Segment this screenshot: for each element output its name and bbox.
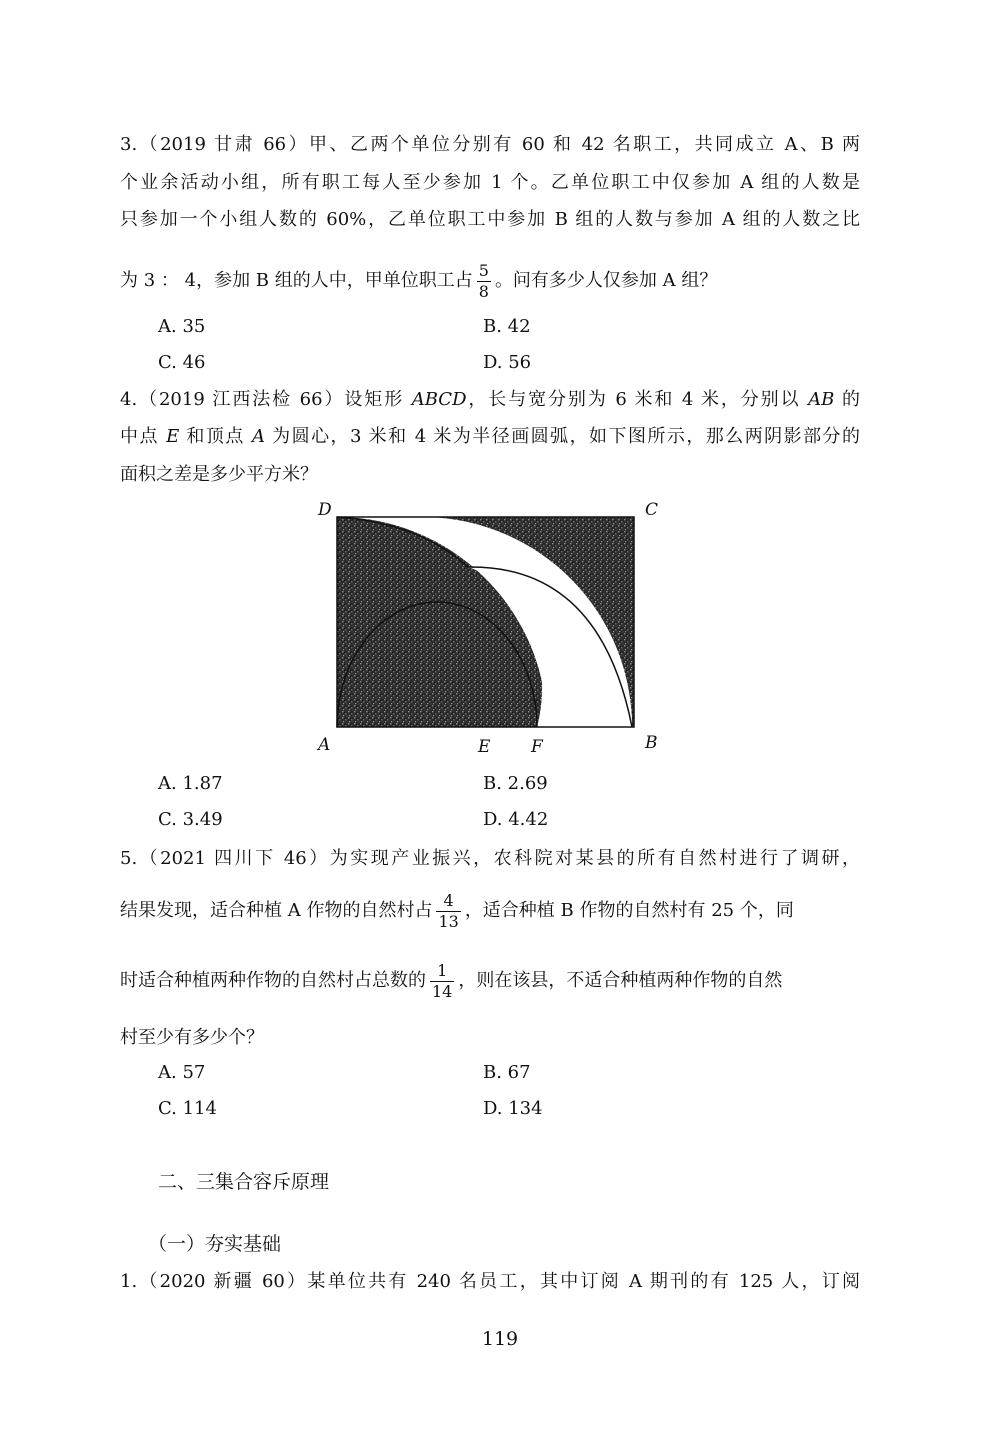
- q4-l1-a: 4.（2019 江西法检 66）设矩形: [120, 389, 412, 410]
- q5-line-2: [120, 888, 860, 934]
- q4-l2-c: 和顶点: [179, 426, 252, 447]
- q3-line-3: 只参加一个小组人数的 60%，乙单位职工中参加 B 组的人数与参加 A 组的人数之比: [120, 209, 860, 230]
- q5-frac1-num: 4: [436, 891, 460, 912]
- label-f: F: [531, 737, 543, 757]
- label-a: A: [318, 735, 331, 755]
- section-title: 二、三集合容斥原理: [158, 1171, 330, 1193]
- q4-option-c: C. 3.49: [158, 809, 223, 830]
- q3-line-4-pre: 为 3 ： 4，参加 B 组的人中，甲单位职工占: [120, 270, 473, 291]
- q4-l2-a: 中点: [120, 426, 167, 447]
- q5-line-2-post: ，适合种植 B 作物的自然村有 25 个，同: [464, 900, 794, 921]
- label-c: C: [645, 500, 659, 520]
- q3-option-c: C. 46: [158, 352, 206, 373]
- q5-fraction-2: [430, 961, 454, 1002]
- label-d: D: [318, 500, 332, 520]
- q5-frac2-den: 14: [432, 981, 453, 1001]
- q5-line-3-pre: 时适合种植两种作物的自然村占总数的: [120, 970, 426, 991]
- q4-option-d: D. 4.42: [483, 809, 549, 830]
- label-b: B: [645, 733, 658, 753]
- q3-option-b: B. 42: [483, 316, 531, 337]
- q4-l2-vertex-a: A: [252, 426, 265, 447]
- q5-option-d: D. 134: [483, 1098, 543, 1119]
- q5-line-4: 村至少有多少个？: [120, 1027, 264, 1048]
- q4-line-2: [120, 423, 860, 451]
- q4-l1-e: 的: [834, 389, 860, 410]
- q3-frac-num: 5: [478, 260, 489, 280]
- q4-line-3: 面积之差是多少平方米？: [120, 464, 318, 485]
- q4-l2-rest: 为圆心，3 米和 4 米为半径画圆弧，如下图所示，那么两阴影部分的: [265, 426, 860, 447]
- q5-line-1: 5.（2021 四川下 46）为实现产业振兴，农科院对某县的所有自然村进行了调研，: [120, 848, 860, 869]
- q5-frac1-den: 13: [438, 911, 459, 931]
- q5-option-b: B. 67: [483, 1062, 531, 1083]
- q4-l1-ab: AB: [808, 389, 835, 410]
- q5-line-3-post: ，则在该县，不适合种植两种作物的自然: [458, 970, 783, 991]
- page-number: 119: [481, 1328, 519, 1350]
- q5-option-c: C. 114: [158, 1098, 217, 1119]
- q3-line-2: 个业余活动小组，所有职工每人至少参加 1 个。乙单位职工中仅参加 A 组的人数是: [120, 172, 860, 193]
- q3-line-4-post: 。问有多少人仅参加 A 组？: [494, 270, 718, 291]
- q4-l1-c: ，长与宽分别为 6 米和 4 米，分别以: [466, 389, 809, 410]
- q3-fraction: [477, 261, 491, 302]
- q5-line-2-pre: 结果发现，适合种植 A 作物的自然村占: [120, 900, 433, 921]
- q4-option-b: B. 2.69: [483, 773, 548, 794]
- q4-line-1: [120, 386, 860, 414]
- q4-l1-abcd: ABCD: [411, 389, 467, 410]
- q5-fraction-1: [436, 891, 460, 932]
- q3-line-4: [120, 258, 860, 304]
- q1-line-1: 1.（2020 新疆 60）某单位共有 240 名员工，其中订阅 A 期刊的有 125 人，订阅: [120, 1271, 860, 1292]
- label-e: E: [478, 737, 491, 757]
- section-subtitle: （一）夯实基础: [148, 1233, 282, 1255]
- q5-option-a: A. 57: [158, 1062, 206, 1083]
- q4-figure: [300, 495, 680, 765]
- q5-frac2-num: 1: [430, 961, 454, 982]
- q5-line-3: [120, 958, 860, 1004]
- q3-frac-den: 8: [478, 281, 489, 301]
- q3-option-d: D. 56: [483, 352, 532, 373]
- q3-option-a: A. 35: [158, 316, 206, 337]
- q3-line-1: 3.（2019 甘肃 66）甲、乙两个单位分别有 60 和 42 名职工，共同成立 A、B 两: [120, 134, 860, 155]
- q4-option-a: A. 1.87: [158, 773, 223, 794]
- q4-l2-e: E: [166, 426, 180, 447]
